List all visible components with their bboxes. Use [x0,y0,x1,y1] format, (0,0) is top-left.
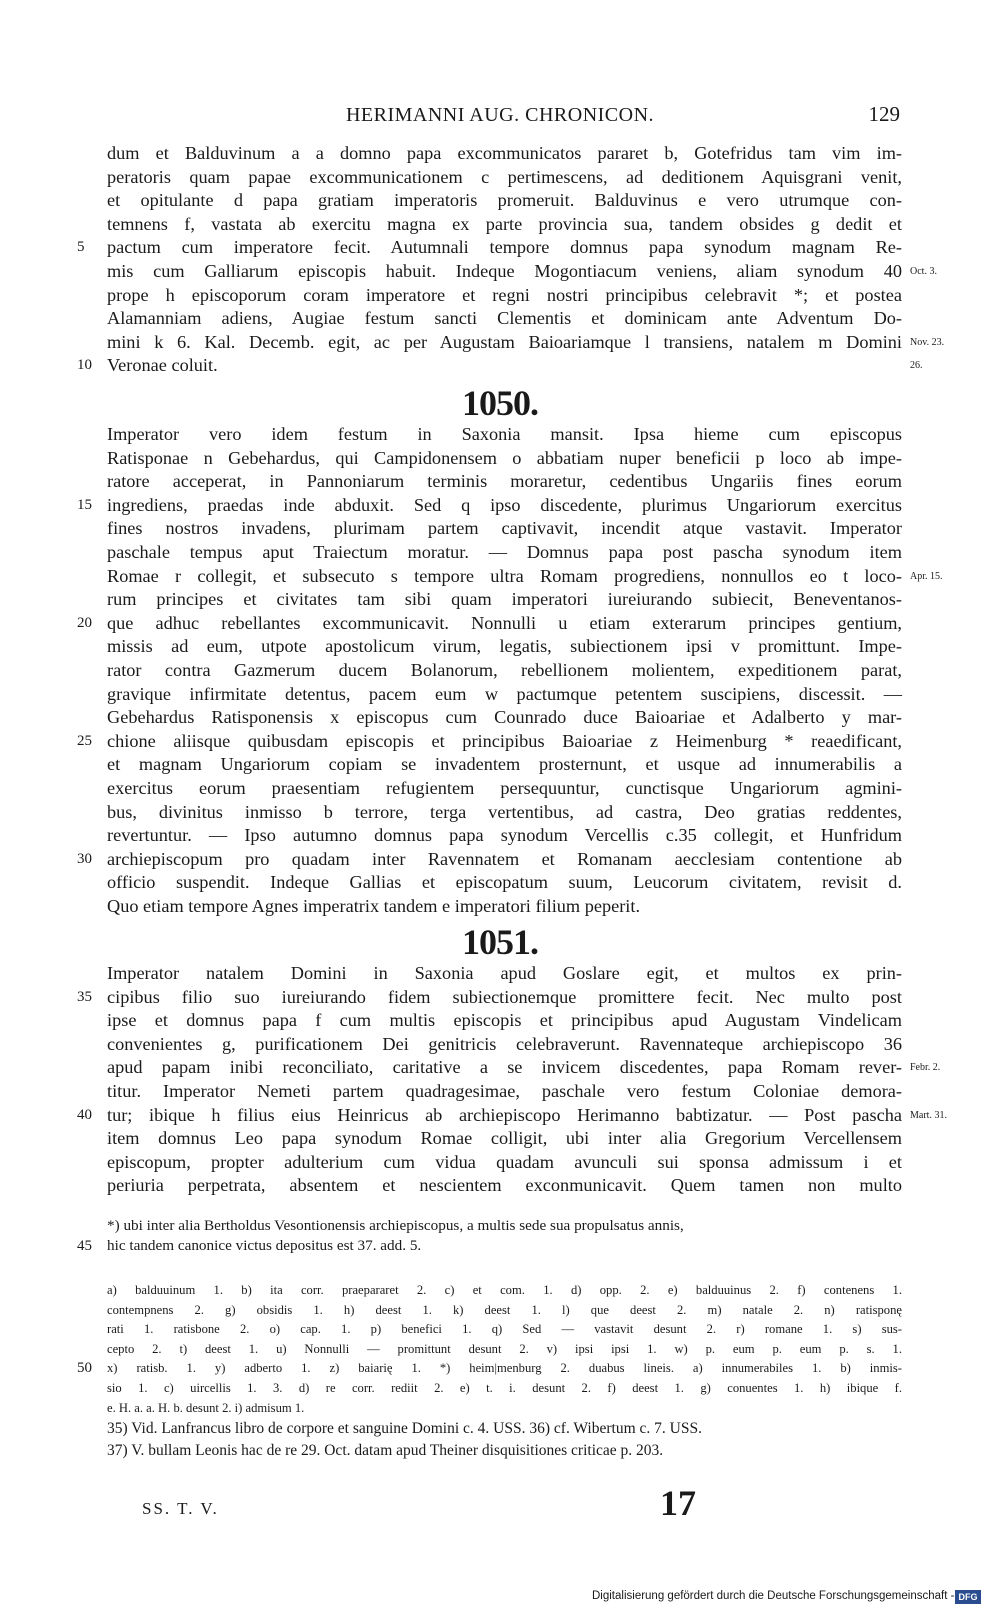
line-text: hic tandem canonice victus depositus est 37. add. 5. [107,1237,422,1254]
text-line [107,142,902,166]
line-text: revertuntur. — Ipso autumno domnus papa synodum Vercellis c.35 collegit, et Hunfridum [107,825,902,846]
text-line [77,730,902,754]
text-line [107,801,902,825]
text-line [107,189,902,213]
line-text: 37) V. bullam Leonis hac de re 29. Oct. datam apud Theiner disquisitiones criticae p. 203. [107,1442,664,1459]
line-text: apud papam inibi reconciliato, caritative a se invicem discedentes, papa Romam rever- [107,1057,902,1078]
text-line [107,423,902,447]
line-text: rator contra Gazmerum ducem Bolanorum, rebellionem molientem, expeditionem parat, [107,659,902,680]
text-line [107,753,902,777]
line-number: 15 [77,496,92,513]
line-text: temnens f, vastata ab exercitu magna ex parte provincia sua, tandem obsides g dedit et [107,213,902,234]
line-text: paschale tempus aput Traiectum moratur. — Domnus papa post pascha synodum item [107,541,902,562]
line-text: gravique infirmitate detentus, pacem eum w pactumque petentem suscipiens, discessit. — [107,683,902,704]
sheet-number: 17 [660,1483,696,1523]
line-text: ipse et domnus papa f cum multis episcopis et principibus apud Augustam Vindelicam [107,1010,902,1031]
line-text: missis ad eum, utpote apostolicum virum, legatis, subiectionem ipsi v promittunt. Impe- [107,636,902,657]
line-number: 20 [77,614,92,631]
text-line [107,1399,902,1419]
text-line [77,986,902,1010]
text-line [107,1151,902,1175]
line-text: bus, divinitus inmisso b terrore, terga vertentibus, ad castra, Deo gratias reddentes, [107,801,902,822]
line-text: dum et Balduvinum a a domno papa excommunicatos pararet b, Gotefridus tam vim im- [107,143,902,163]
text-line [107,588,902,612]
text-line [77,1236,902,1256]
year-heading-1050: 1050. [462,383,538,423]
line-number: 5 [77,239,85,256]
additional-note [77,1216,902,1256]
margin-date: 26. [910,360,923,372]
text-line [107,1320,902,1340]
line-text: Quo etiam tempore Agnes imperatrix tandem e imperatori filium peperit. [107,895,641,916]
margin-date: Mart. 31. [910,1109,947,1121]
text-line [107,1340,902,1360]
line-text: mis cum Galliarum episcopis habuit. Indeque Mogontiacum veniens, aliam synodum 40 [107,260,902,281]
text-line [77,848,902,872]
paragraph-1050 [77,423,943,918]
text-line [107,565,902,589]
margin-date: Apr. 15. [910,570,943,582]
text-line [107,1440,902,1462]
year-heading-1051: 1051. [462,922,538,962]
running-title: HERIMANNI AUG. CHRONICON. [345,104,655,126]
line-text: sio 1. c) uircellis 1. 3. d) re corr. rediit 2. e) t. i. desunt 2. f) deest 1. g) conuentes 1. h) ibique f. [107,1380,902,1395]
line-text: Romae r collegit, et subsecuto s tempore ultra Romam progrediens, nonnullos eo t loco- [107,565,902,586]
text-line [107,962,902,986]
line-text: prope h episcoporum coram imperatore et regni nostri principibus celebravit *; et postea [107,284,902,305]
text-line [77,1104,902,1128]
line-number: 35 [77,988,92,1005]
text-line [77,1359,902,1379]
text-line [107,1418,902,1440]
line-text: episcopum, propter adulterium cum vidua quadam avunculi sui sponsa admissum i et [107,1151,902,1172]
text-line [107,470,902,494]
line-text: Gebehardus Ratisponensis x episcopus cum Counrado duce Baioariae et Adalberto y mar- [107,707,902,728]
dfg-logo: DFG [955,1590,981,1604]
line-text: chione aliisque quibusdam episcopis et principibus Baioariae z Heimenburg * reaedificant, [107,730,902,751]
line-number: 25 [77,732,92,749]
line-text: et opitulante d papa gratiam imperatoris promeruit. Balduvinus e vero utrumque con- [107,190,902,211]
line-text: 35) Vid. Lanfrancus libro de corpore et sanguine Domini c. 4. USS. 36) cf. Wibertum c. 7. USS. [107,1420,702,1437]
text-line [77,612,902,636]
page-number: 129 [868,102,900,126]
line-text: tur; ibique h filius eius Heinricus ab archiepiscopo Herimanno babtizatur. — Post pascha [107,1104,902,1125]
line-text: archiepiscopum pro quadam inter Ravennatem et Romanam aecclesiam contentione ab [107,848,902,869]
line-text: officio suspendit. Indeque Gallias et episcopatum suum, Leucorum civitatem, revisit d. [107,872,902,893]
line-text: x) ratisb. 1. y) adberto 1. z) baiarię 1. *) heim|menburg 2. duabus lineis. a) innumerabiles 1. b) inmis- [107,1361,902,1376]
text-line [107,824,902,848]
text-line [107,517,902,541]
line-text: cipibus filio suo iureiurando fidem subiectionemque promittere fecit. Nec multo post [107,986,902,1007]
text-line [107,895,902,919]
line-text: *) ubi inter alia Bertholdus Vesontionensis archiepiscopus, a multis sede sua propulsatus annis, [107,1217,684,1234]
variant-readings [77,1281,902,1418]
line-text: titur. Imperator Nemeti partem quadragesimae, paschale vero festum Coloniae demora- [107,1080,902,1101]
line-text: fines nostros invadens, plurimam partem captivavit, incendit atque vastavit. Imperator [107,518,902,539]
line-text: et magnam Ungariorum copiam se invadentem prosternunt, et usque ad innumerabilis a [107,754,902,775]
intro-paragraph [77,142,945,378]
margin-date: Febr. 2. [910,1062,941,1074]
margin-date: Nov. 23. [910,336,945,348]
line-text: rum principes et civitates tam sibi quam imperatori iureiurando subiecit, Beneventanos- [107,589,902,610]
margin-date: Oct. 3. [910,265,937,277]
text-line [77,494,902,518]
text-line [107,1301,902,1321]
signature-mark: SS. T. V. [142,1499,219,1518]
text-line [107,659,902,683]
line-text: exercitus eorum praesentiam refugientem persequuntur, cunctisque Ungariorum agmini- [107,777,902,798]
source-notes [107,1418,902,1462]
line-text: peratoris quam papae excommunicationem c pertimescens, ad deditionem Aquisgrani venit, [107,166,902,187]
text-line [107,1216,902,1236]
text-line [107,447,902,471]
line-text: contempnens 2. g) obsidis 1. h) deest 1. k) deest 1. l) que deest 2. m) natale 2. n) ratisponę [107,1302,902,1317]
line-number: 45 [77,1238,92,1254]
line-number: 40 [77,1106,92,1123]
line-text: e. H. a. a. H. b. desunt 2. i) admisum 1. [107,1400,305,1415]
text-line [107,1174,902,1198]
text-line [107,1379,902,1399]
text-line [107,683,902,707]
text-line [107,1281,902,1301]
text-line [107,284,902,308]
line-text: rati 1. ratisbone 2. o) cap. 1. p) benefici 1. q) Sed — vastavit desunt 2. r) romane 1. s) sus- [107,1322,902,1337]
digitization-credit: Digitalisierung gefördert durch die Deutsche Forschungsgemeinschaft - [592,1590,955,1602]
text-line [107,635,902,659]
text-line [107,166,902,190]
line-number: 10 [77,357,92,374]
line-text: que adhuc rebellantes excommunicavit. Nonnulli u etiam exterarum principes gentium, [107,612,902,633]
line-text: periuria perpetrata, absentem et nescientem exconmunicavit. Quem tamen non multo [107,1175,902,1196]
text-line [107,1009,902,1033]
line-text: ratore acceperat, in Pannoniarum terminis moraretur, cedentibus Ungariis fines eorum [107,471,902,492]
line-text: pactum cum imperatore fecit. Autumnali tempore domnus papa synodum magnam Re- [107,237,902,258]
line-text: Alamanniam adiens, Augiae festum sancti Clementis et dominicam ante Adventum Do- [107,308,902,329]
text-line [107,777,902,801]
text-line [107,1127,902,1151]
line-text: item domnus Leo papa synodum Romae colligit, ubi inter alia Gregorium Vercellensem [107,1128,902,1149]
line-number: 30 [77,850,92,867]
line-number: 50 [77,1360,92,1377]
line-text: a) balduuinum 1. b) ita corr. praepararet 2. c) et com. 1. d) opp. 2. e) balduuinus 2. f) contenens 1. [107,1283,902,1297]
line-text: Imperator natalem Domini in Saxonia apud Goslare egit, et multos ex prin- [107,963,902,983]
text-line [107,1056,902,1080]
text-line [107,871,902,895]
line-text: convenientes g, purificationem Dei genitricis celebraverunt. Ravennateque archiepiscopo 36 [107,1033,902,1054]
line-text: Imperator vero idem festum in Saxonia mansit. Ipsa hieme cum episcopus [107,424,902,444]
text-line [77,354,902,378]
paragraph-1051 [77,962,947,1198]
line-text: ingrediens, praedas inde abduxit. Sed q ipso discedente, plurimus Ungariorum exercitus [107,494,902,515]
line-text: cepto 2. t) deest 1. u) Nonnulli — promittunt desunt 2. v) ipsi ipsi 1. w) p. eum p. eum p. s. 1. [107,1341,902,1356]
line-text: Veronae coluit. [107,355,218,376]
text-line [107,706,902,730]
line-text: Ratisponae n Gebehardus, qui Campidonensem o abbatiam nuper beneficii p loco ab impe- [107,447,902,468]
text-line [107,213,902,237]
text-line [107,260,902,284]
line-text: mini k 6. Kal. Decemb. egit, ac per Augustam Baioariamque l transiens, natalem m Domini [107,331,902,352]
